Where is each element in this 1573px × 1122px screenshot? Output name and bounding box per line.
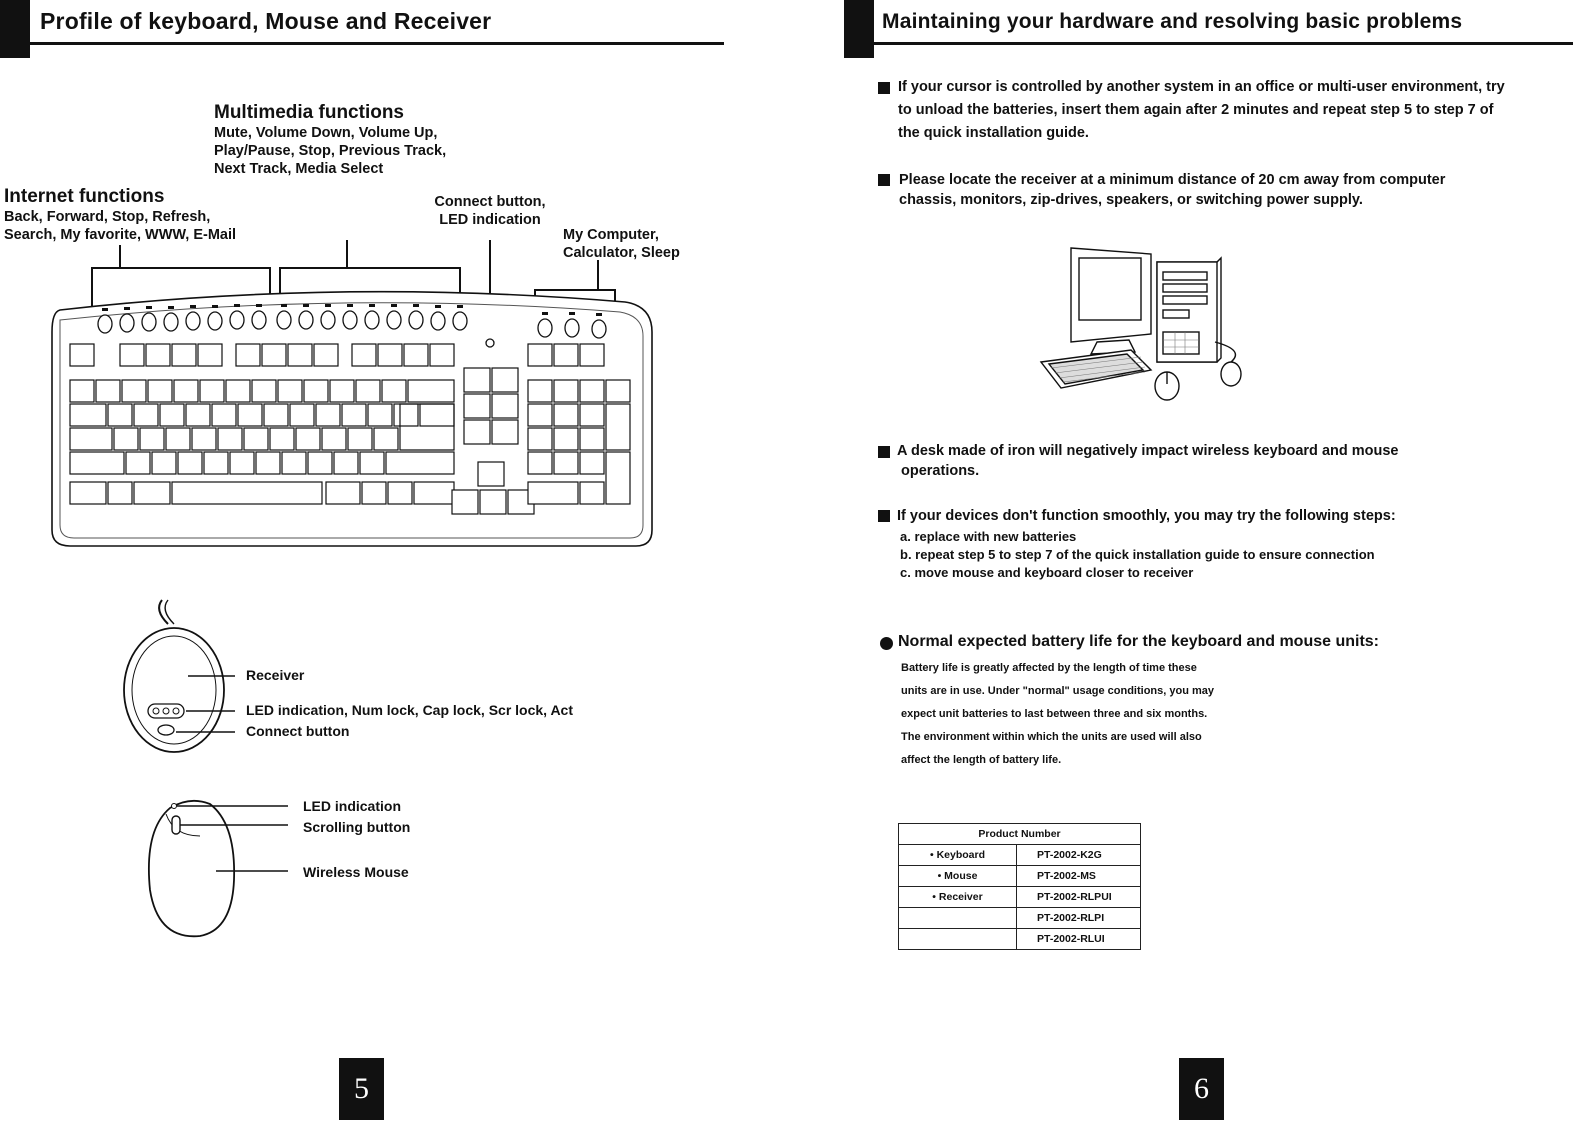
receiver-connect-label: Connect button [246, 723, 350, 739]
product-number-table [898, 823, 1141, 950]
battery-line-3: expect unit batteries to last between three and six months. [901, 708, 1208, 720]
bullet-1-text [898, 76, 1505, 145]
receiver-led-label: LED indication, Num lock, Cap lock, Scr lock, Act [246, 702, 573, 718]
battery-title: Normal expected battery life for the keyboard and mouse units: [898, 633, 1379, 650]
bullet-4-title: If your devices don't function smoothly, you may try the following steps: [897, 508, 1396, 524]
bullet-square-1 [878, 82, 890, 94]
battery-line-4: The environment within which the units are used will also [901, 731, 1202, 743]
table-cell-number: PT-2002-RLPUI [1017, 887, 1141, 908]
internet-title: Internet functions [4, 186, 165, 207]
table-header-row [899, 824, 1141, 845]
mouse-scroll-label: Scrolling button [303, 819, 411, 835]
connect-line-1: Connect button, [434, 194, 546, 210]
table-cell-number: PT-2002-RLPI [1017, 908, 1141, 929]
battery-line-5: affect the length of battery life. [901, 754, 1062, 766]
left-page-number: 5 [339, 1058, 384, 1120]
bullet-2-line-2: chassis, monitors, zip-drives, speakers, or switching power supply. [899, 192, 1363, 208]
bullet-4-steps [900, 528, 1375, 582]
wireless-mouse-label: Wireless Mouse [303, 864, 409, 880]
right-header-block [844, 0, 874, 58]
table-cell-item: • Mouse [899, 866, 1017, 887]
bullet-square-2 [878, 174, 890, 186]
battery-text [901, 657, 1214, 772]
table-row [899, 929, 1141, 950]
right-page-title: Maintaining your hardware and resolving basic problems [882, 10, 1463, 33]
step-a: a. replace with new batteries [900, 529, 1077, 544]
bullet-1-line-3: the quick installation guide. [898, 125, 1089, 141]
multimedia-label [214, 102, 446, 178]
table-cell-number: PT-2002-MS [1017, 866, 1141, 887]
bullet-dot-battery [880, 637, 893, 650]
bullet-square-4 [878, 510, 890, 522]
internet-line-1: Back, Forward, Stop, Refresh, [4, 209, 211, 225]
multimedia-title: Multimedia functions [214, 102, 404, 123]
bullet-3-line-1: A desk made of iron will negatively impact wireless keyboard and mouse [897, 443, 1399, 459]
bullet-1-line-2: to unload the batteries, insert them again after 2 minutes and repeat step 5 to step 7 of [898, 102, 1494, 118]
step-b: b. repeat step 5 to step 7 of the quick installation guide to ensure connection [900, 547, 1375, 562]
left-header-rule [30, 42, 724, 45]
step-c: c. move mouse and keyboard closer to receiver [900, 565, 1194, 580]
mouse-illustration [140, 790, 300, 950]
table-cell-item: • Keyboard [899, 845, 1017, 866]
bullet-3-line-2: operations. [901, 463, 980, 479]
computer-illustration [1035, 240, 1260, 410]
mycomputer-line-1: My Computer, [563, 227, 659, 243]
table-row [899, 887, 1141, 908]
left-page-title: Profile of keyboard, Mouse and Receiver [40, 8, 492, 34]
table-header: Product Number [899, 824, 1141, 845]
table-cell-item: • Receiver [899, 887, 1017, 908]
multimedia-line-1: Mute, Volume Down, Volume Up, [214, 125, 438, 141]
bullet-2-line-1: Please locate the receiver at a minimum distance of 20 cm away from computer [899, 172, 1446, 188]
table-row [899, 866, 1141, 887]
connect-line-2: LED indication [439, 212, 541, 228]
connect-label [420, 193, 560, 229]
receiver-label: Receiver [246, 667, 305, 683]
table-cell-item [899, 929, 1017, 950]
keyboard-illustration [40, 240, 660, 560]
battery-line-1: Battery life is greatly affected by the length of time these [901, 662, 1197, 674]
bullet-2-text [899, 170, 1445, 210]
battery-line-2: units are in use. Under "normal" usage conditions, you may [901, 685, 1214, 697]
right-header-rule [874, 42, 1573, 45]
mouse-led-label: LED indication [303, 798, 401, 814]
table-cell-number: PT-2002-RLUI [1017, 929, 1141, 950]
table-cell-number: PT-2002-K2G [1017, 845, 1141, 866]
left-header-block [0, 0, 30, 58]
multimedia-line-3: Next Track, Media Select [214, 161, 384, 177]
receiver-illustration [110, 590, 250, 760]
bullet-1-line-1: If your cursor is controlled by another system in an office or multi-user environment, try [898, 79, 1505, 95]
internet-label [4, 186, 236, 244]
internet-line-2: Search, My favorite, WWW, E-Mail [4, 227, 237, 243]
mycomputer-line-2: Calculator, Sleep [563, 245, 680, 261]
table-cell-item [899, 908, 1017, 929]
table-row [899, 908, 1141, 929]
bullet-3-text [897, 441, 1399, 481]
bullet-square-3 [878, 446, 890, 458]
table-row [899, 845, 1141, 866]
multimedia-line-2: Play/Pause, Stop, Previous Track, [214, 143, 447, 159]
right-page-number: 6 [1179, 1058, 1224, 1120]
